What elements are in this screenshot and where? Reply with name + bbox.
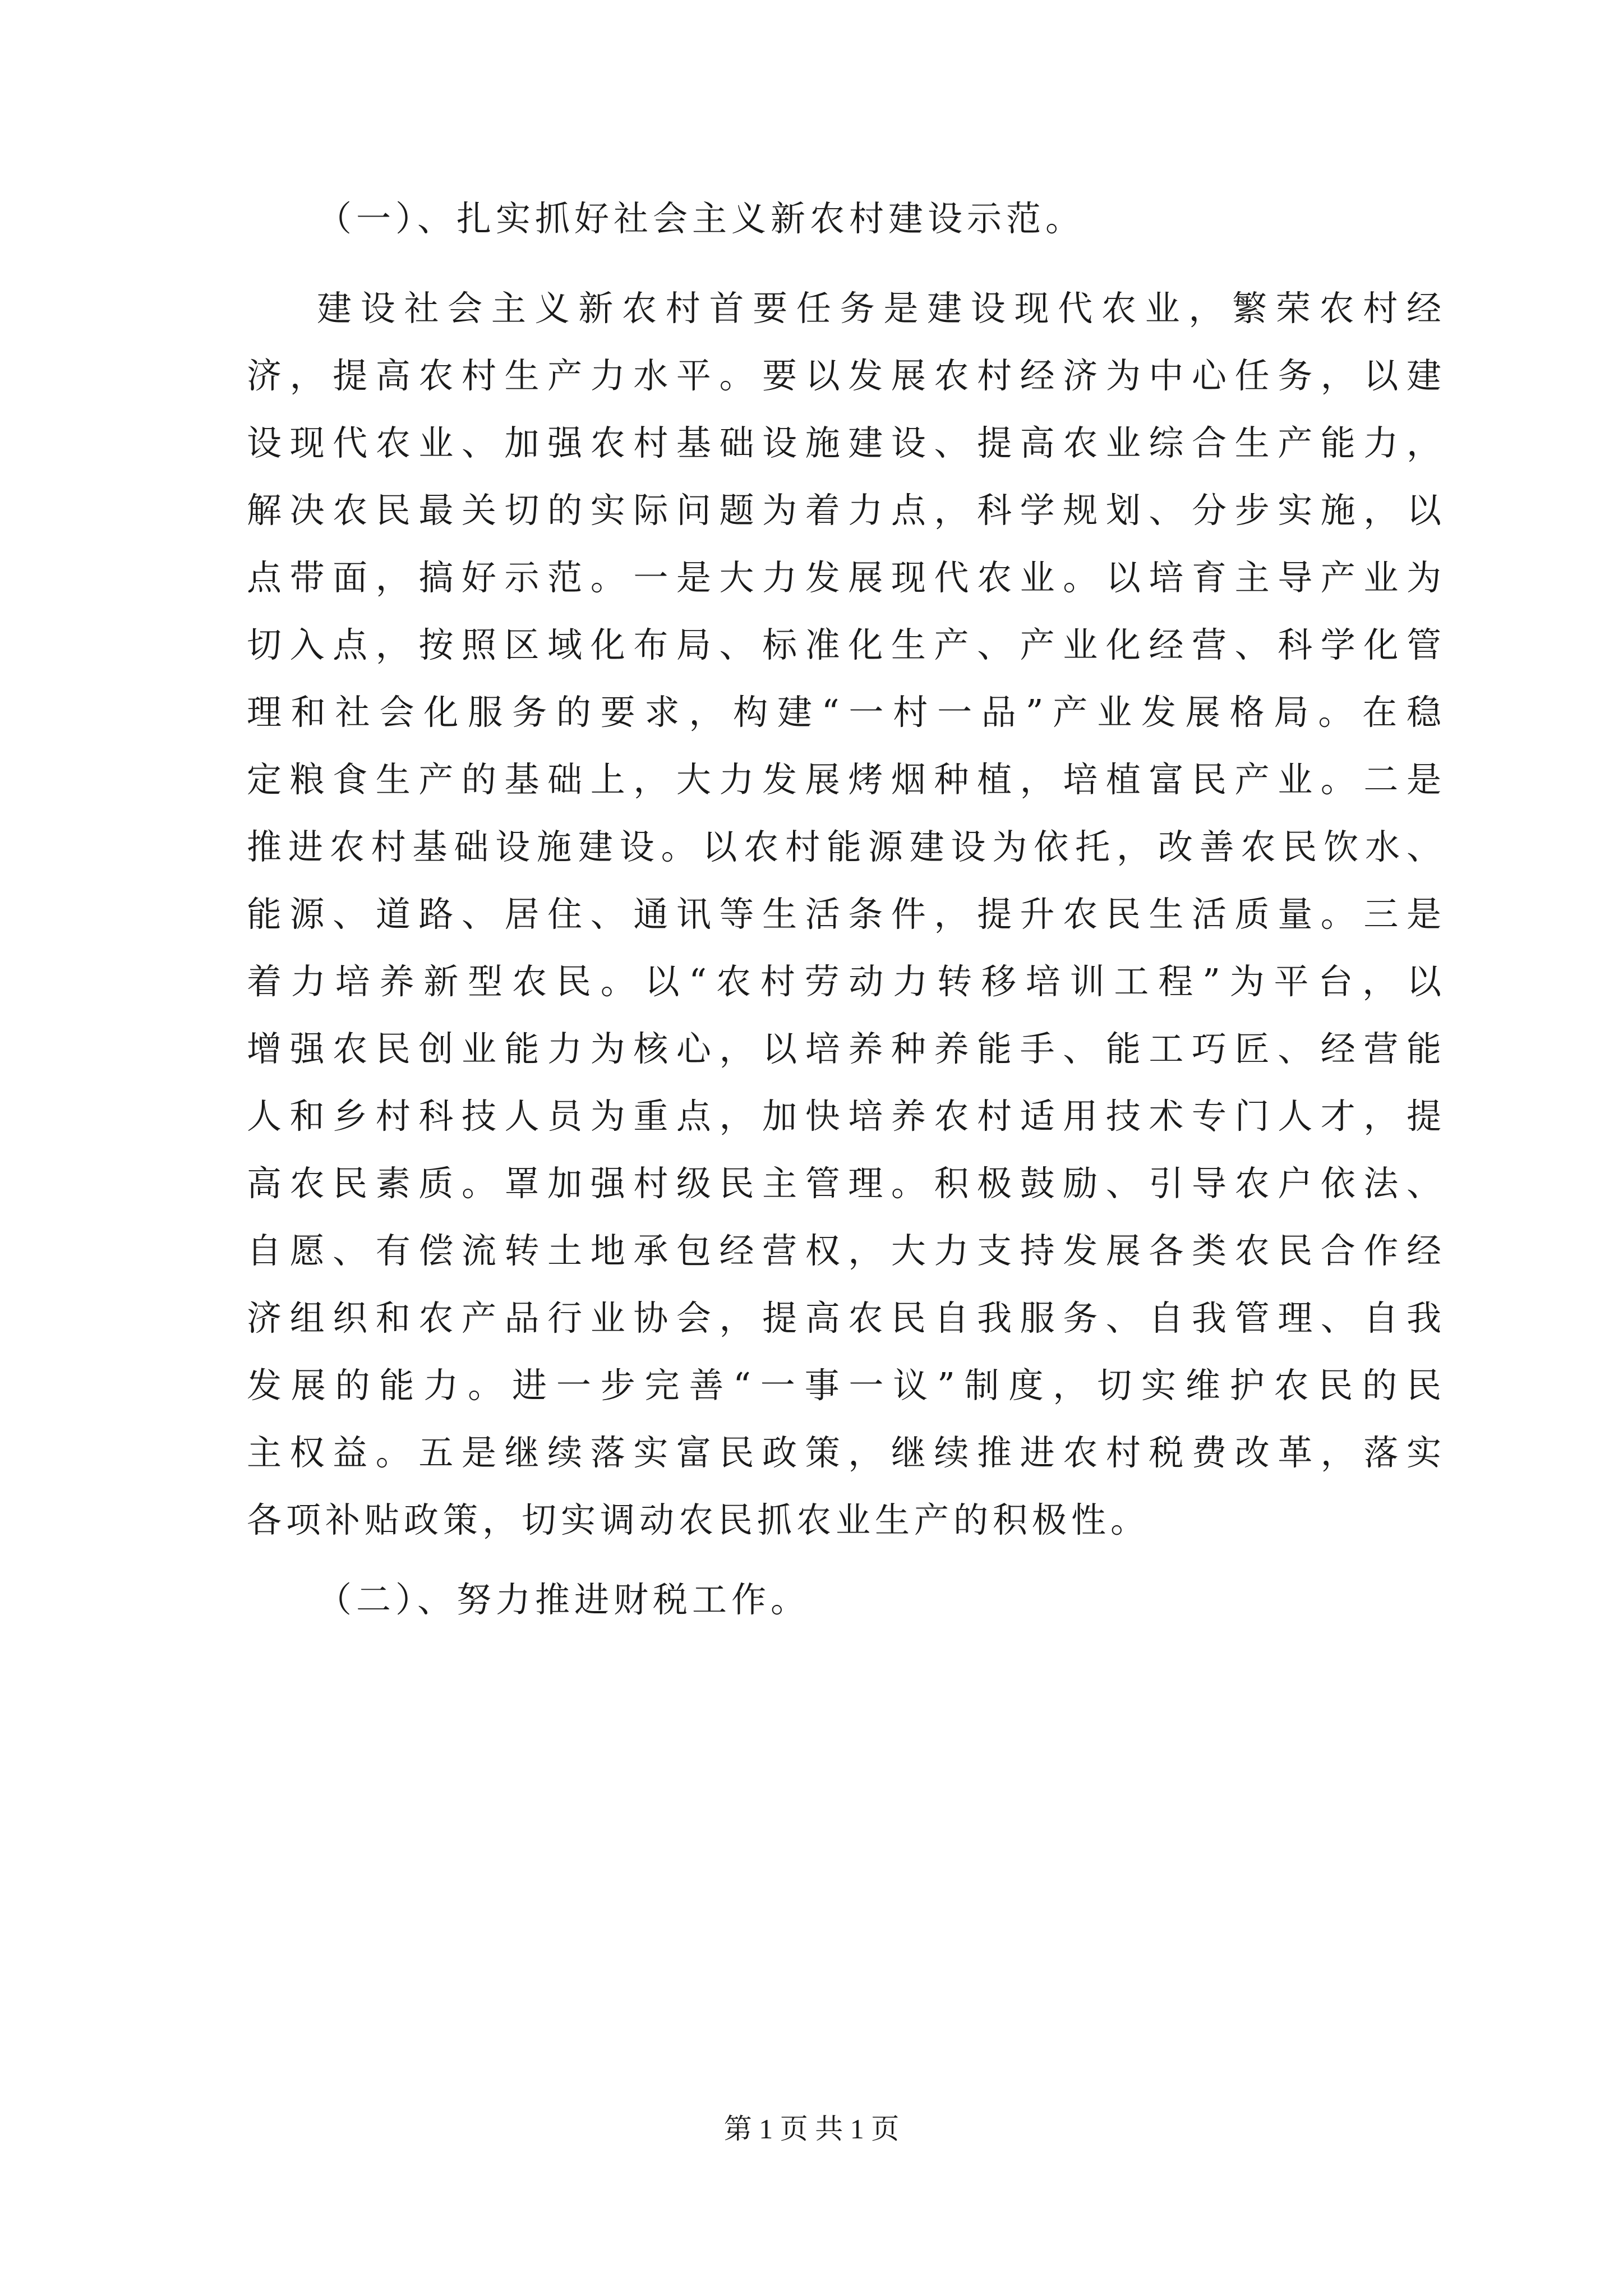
body-paragraph (247, 275, 1441, 1554)
paragraph-line: 各项补贴政策，切实调动农民抓农业生产的积极性。 (247, 1499, 1150, 1540)
paragraph-line: 理和社会化服务的要求，构建“一村一品”产业发展格局。在稳 (247, 692, 1441, 733)
paragraph-line: 主权益。五是继续落实富民政策，继续推进农村税费改革，落实 (247, 1432, 1441, 1473)
paragraph-line: 发展的能力。进一步完善“一事一议”制度，切实维护农民的民 (247, 1365, 1441, 1406)
paragraph-line: 人和乡村科技人员为重点，加快培养农村适用技术专门人才，提 (247, 1096, 1441, 1137)
paragraph-line: 建设社会主义新农村首要任务是建设现代农业，繁荣农村经 (317, 288, 1441, 329)
paragraph-line: 着力培养新型农民。以“农村劳动力转移培训工程”为平台，以 (247, 961, 1441, 1002)
paragraph-line: 增强农民创业能力为核心，以培养种养能手、能工巧匠、经营能 (247, 1028, 1441, 1069)
document-body (247, 191, 1441, 1628)
paragraph-line: 设现代农业、加强农村基础设施建设、提高农业综合生产能力， (247, 422, 1441, 463)
paragraph-line: 能源、道路、居住、通讯等生活条件，提升农民生活质量。三是 (247, 894, 1441, 935)
paragraph-line: 推进农村基础设施建设。以农村能源建设为依托，改善农民饮水、 (247, 826, 1441, 867)
paragraph-line: 高农民素质。罩加强村级民主管理。积极鼓励、引导农户依法、 (247, 1163, 1441, 1204)
paragraph-line: 济组织和农产品行业协会，提高农民自我服务、自我管理、自我 (247, 1297, 1441, 1338)
paragraph-line: 切入点，按照区域化布局、标准化生产、产业化经营、科学化管 (247, 624, 1441, 665)
paragraph-line: 自愿、有偿流转土地承包经营权，大力支持发展各类农民合作经 (247, 1230, 1441, 1271)
page-footer: 第 1 页 共 1 页 (723, 2113, 900, 2145)
paragraph-line: 定粮食生产的基础上，大力发展烤烟种植，培植富民产业。二是 (247, 759, 1441, 800)
section-heading-2: （二）、努力推进财税工作。 (317, 1579, 810, 1620)
paragraph-line: 解决农民最关切的实际问题为着力点，科学规划、分步实施，以 (247, 490, 1441, 531)
paragraph-line: 济，提高农村生产力水平。要以发展农村经济为中心任务，以建 (247, 355, 1441, 396)
section-heading-1: （一）、扎实抓好社会主义新农村建设示范。 (317, 198, 1085, 239)
paragraph-line: 点带面，搞好示范。一是大力发展现代农业。以培育主导产业为 (247, 557, 1441, 598)
